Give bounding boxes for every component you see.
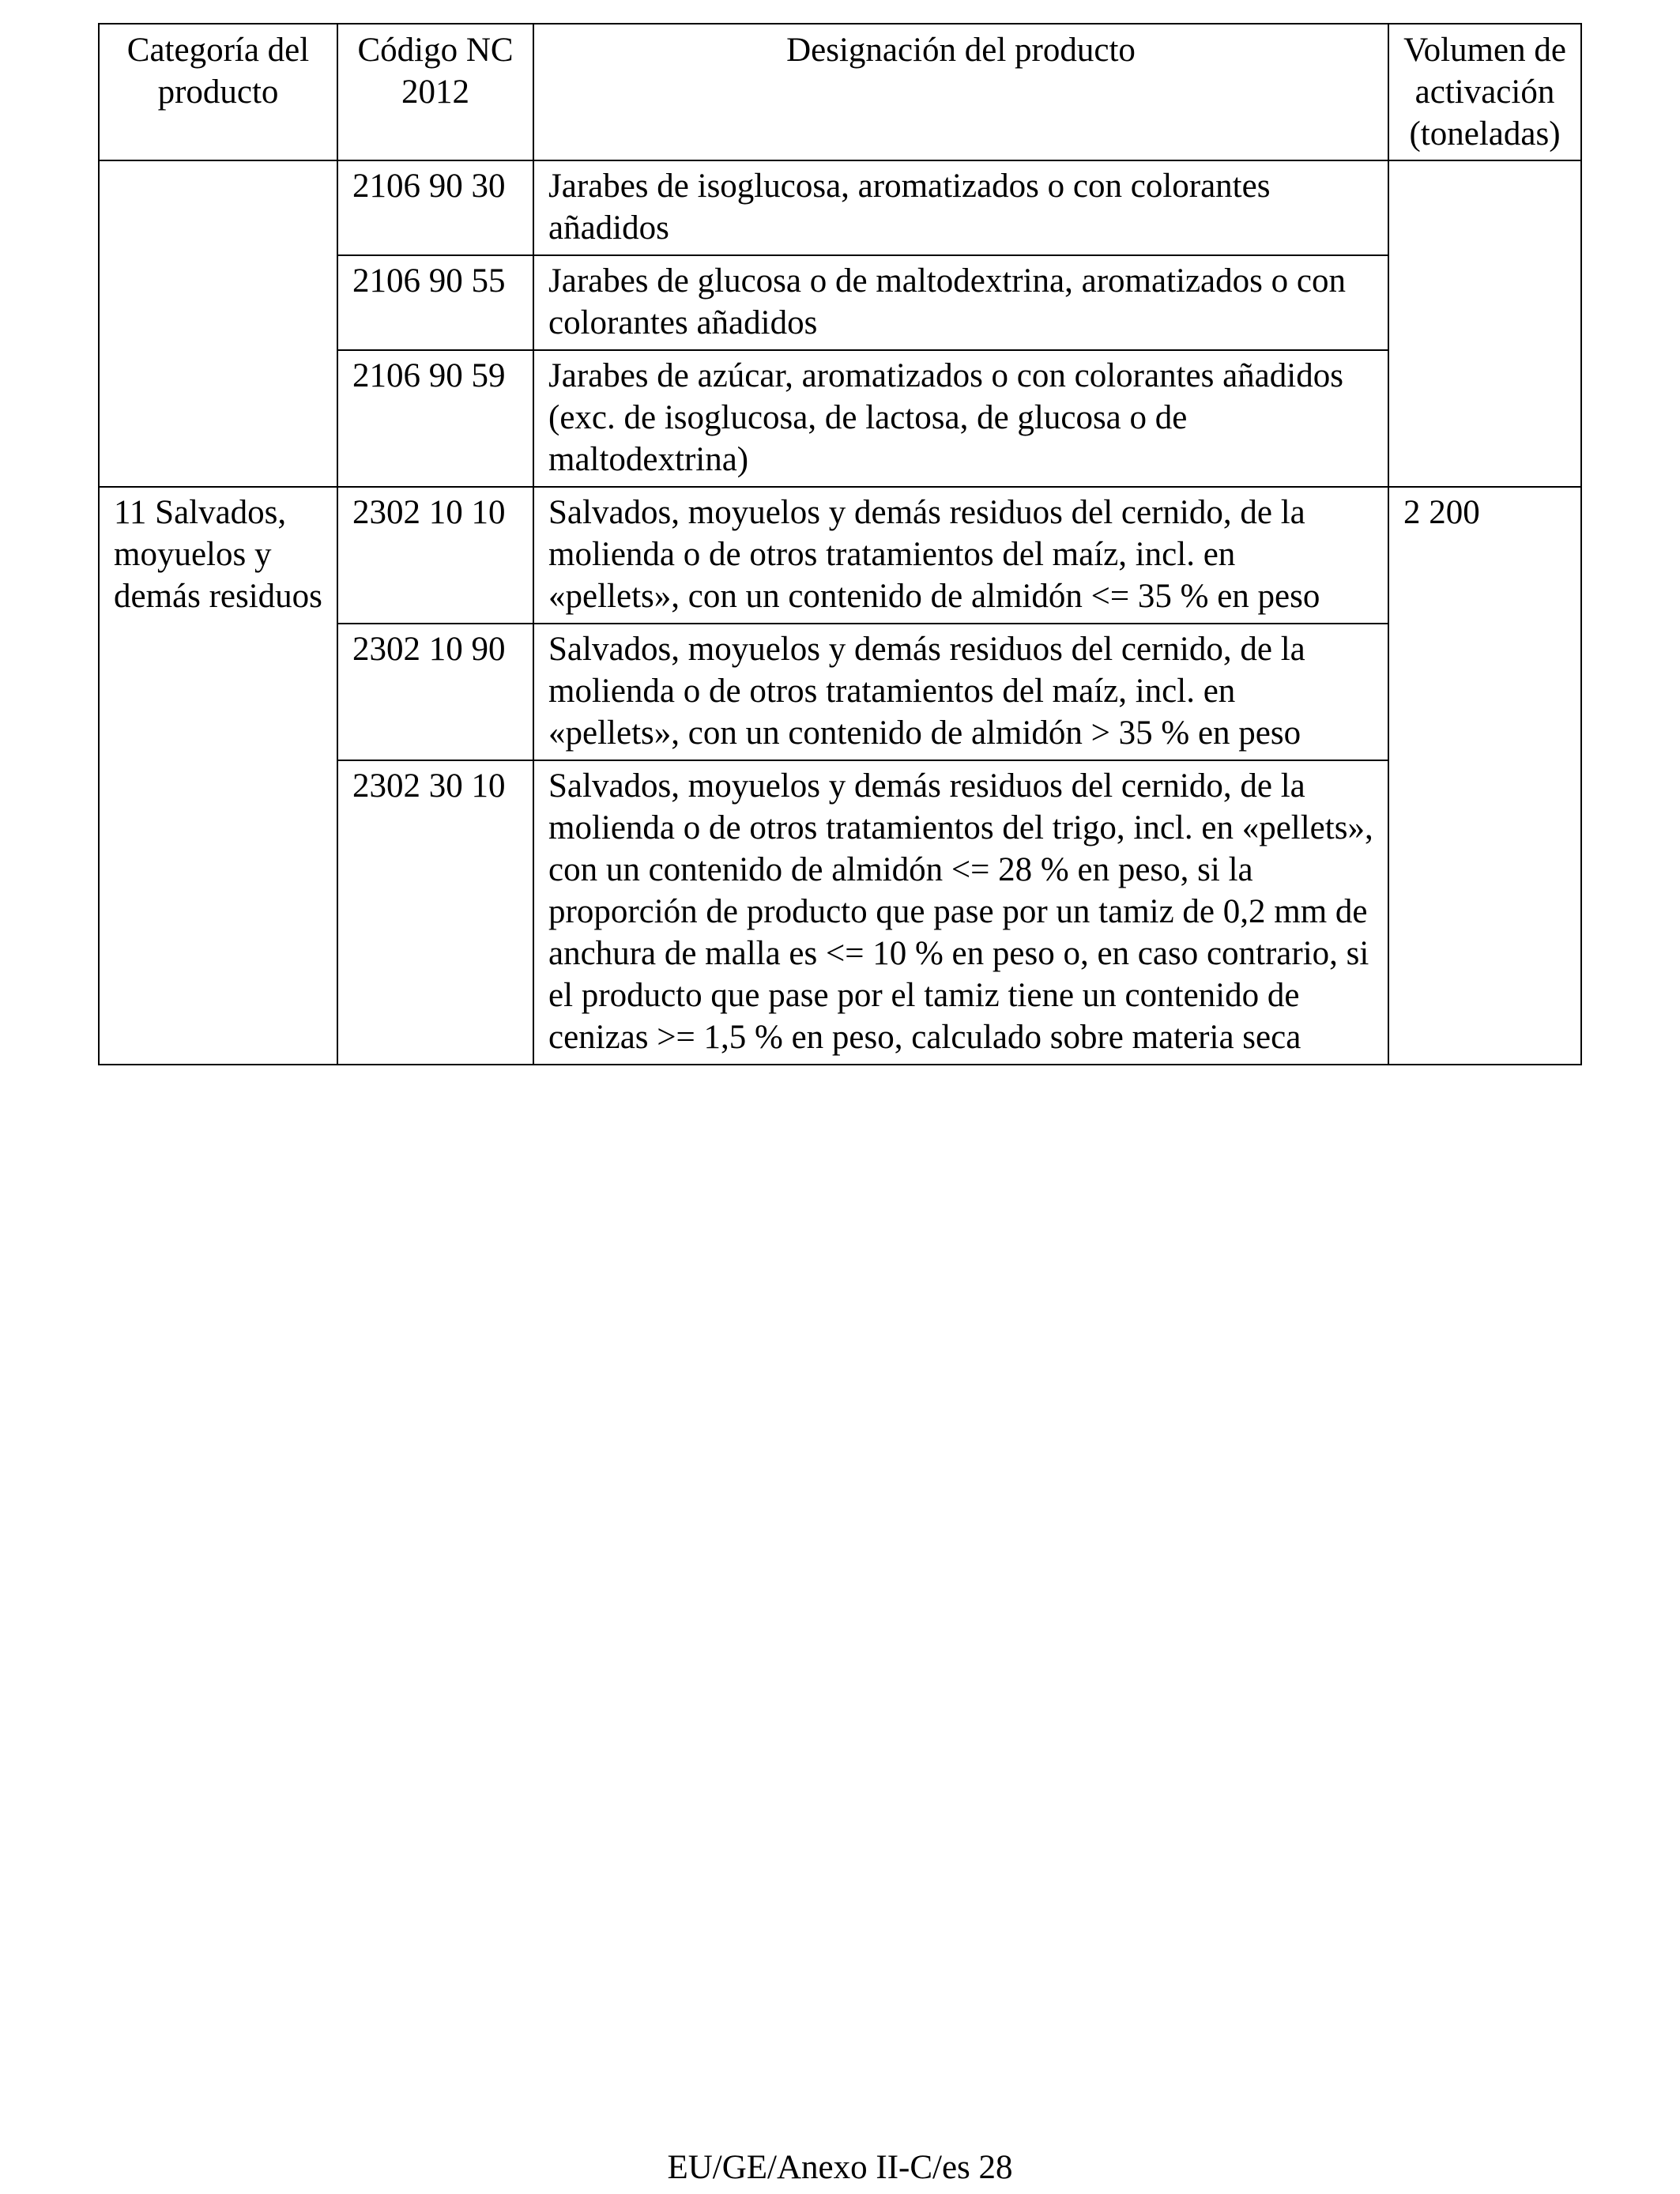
header-designation: Designación del producto: [533, 24, 1388, 160]
table-body: [99, 160, 1581, 1065]
designation-cell: Jarabes de azúcar, aromatizados o con colorantes añadidos (exc. de isoglucosa, de lactosa, de glucosa o de maltodextrina): [533, 350, 1388, 487]
code-cell: 2302 10 90: [337, 624, 533, 760]
table-header: [99, 24, 1581, 160]
designation-cell: Jarabes de glucosa o de maltodextrina, aromatizados o con colorantes añadidos: [533, 255, 1388, 350]
header-volume: Volumen de activación (toneladas): [1388, 24, 1581, 160]
designation-cell: Salvados, moyuelos y demás residuos del cernido, de la molienda o de otros tratamientos del trigo, incl. en «pellets», con un contenido de almidón <= 28 % en peso, si la proporción de producto que pase por un tamiz de 0,2 mm de anchura de malla es <= 10 % en peso o, en caso contrario, si el producto que pase por el tamiz tiene un contenido de cenizas >= 1,5 % en peso, calculado sobre materia seca: [533, 760, 1388, 1065]
code-cell: 2106 90 55: [337, 255, 533, 350]
code-cell: 2302 10 10: [337, 487, 533, 624]
product-table: [98, 23, 1582, 1065]
table-row: [99, 160, 1581, 255]
table-row: [99, 487, 1581, 624]
designation-cell: Salvados, moyuelos y demás residuos del cernido, de la molienda o de otros tratamientos del maíz, incl. en «pellets», con un contenido de almidón <= 35 % en peso: [533, 487, 1388, 624]
designation-cell: Salvados, moyuelos y demás residuos del cernido, de la molienda o de otros tratamientos del maíz, incl. en «pellets», con un contenido de almidón > 35 % en peso: [533, 624, 1388, 760]
category-cell: [99, 160, 337, 487]
volume-cell: [1388, 160, 1581, 487]
code-cell: 2302 30 10: [337, 760, 533, 1065]
header-code: Código NC 2012: [337, 24, 533, 160]
category-cell: 11 Salvados, moyuelos y demás residuos: [99, 487, 337, 1065]
code-cell: 2106 90 30: [337, 160, 533, 255]
header-row: [99, 24, 1581, 160]
page-footer-reference: EU/GE/Anexo II-C/es 28: [667, 2149, 1013, 2186]
designation-cell: Jarabes de isoglucosa, aromatizados o con colorantes añadidos: [533, 160, 1388, 255]
code-cell: 2106 90 59: [337, 350, 533, 487]
header-category: Categoría del producto: [99, 24, 337, 160]
volume-cell: 2 200: [1388, 487, 1581, 1065]
